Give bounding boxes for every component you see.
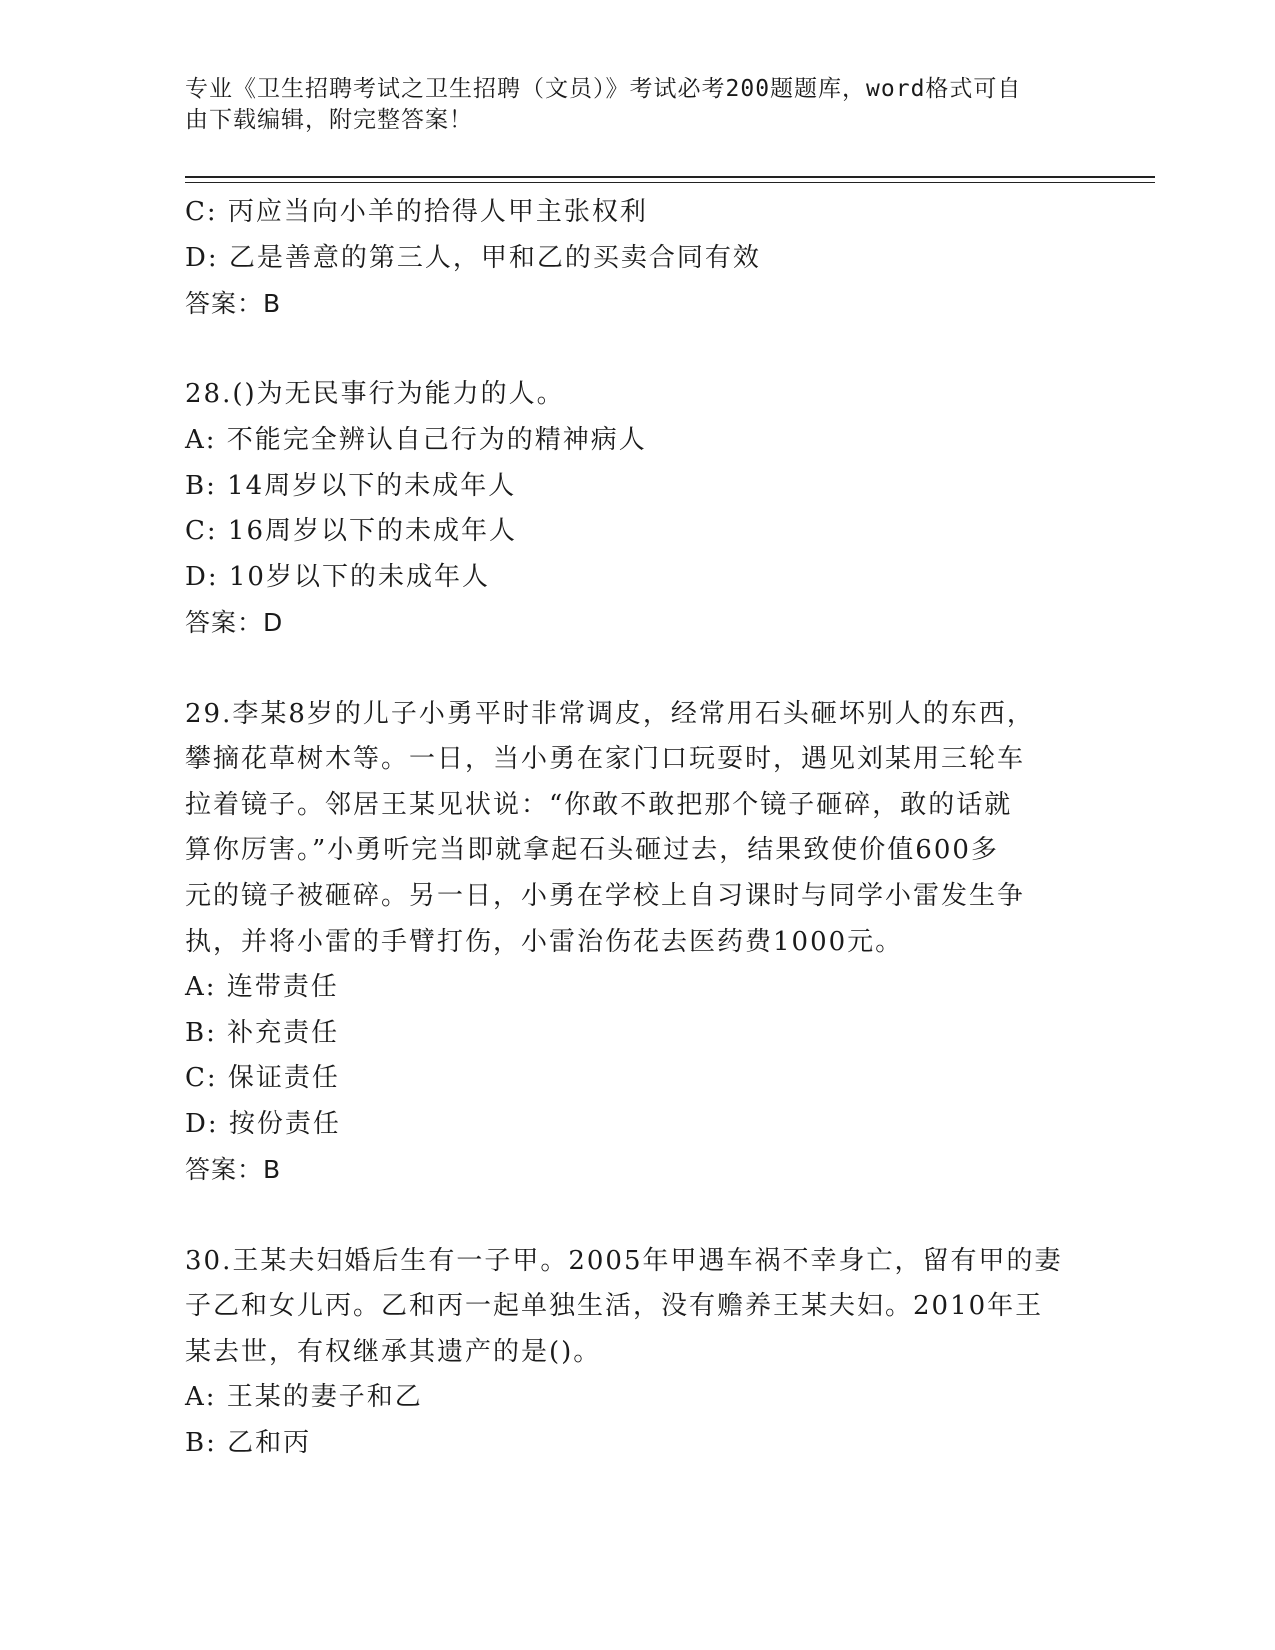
q29-stem-line: 元的镜子被砸碎。另一日，小勇在学校上自习课时与同学小雷发生争 [185, 880, 1026, 911]
q28-option-d: D: 10岁以下的未成年人 [185, 561, 490, 592]
header-line-2: 由下载编辑，附完整答案！ [185, 107, 473, 133]
q27-answer: 答案：B [185, 289, 282, 319]
question-29 [185, 692, 1085, 1194]
spacer [185, 327, 1085, 373]
spacer [185, 646, 1085, 692]
question-28 [185, 372, 1085, 646]
q28-option-b: B: 14周岁以下的未成年人 [185, 470, 517, 501]
q29-option-b: B: 补充责任 [185, 1017, 340, 1048]
q28-option-c: C: 16周岁以下的未成年人 [185, 516, 518, 547]
q29-stem-line: 执，并将小雷的手臂打伤，小雷治伤花去医药费1000元。 [185, 926, 904, 957]
question-30 [185, 1239, 1085, 1467]
q29-stem-line: 29.李某8岁的儿子小勇平时非常调皮，经常用石头砸坏别人的东西， [185, 698, 1035, 729]
q28-stem: 28.()为无民事行为能力的人。 [185, 379, 565, 410]
header-divider-thin [185, 182, 1155, 183]
q29-stem [185, 692, 1085, 966]
q29-option-d: D: 按份责任 [185, 1108, 341, 1139]
q29-answer: 答案：B [185, 1155, 282, 1185]
q27-option-c: C: 丙应当向小羊的拾得人甲主张权利 [185, 197, 648, 227]
q29-stem-line: 攀摘花草树木等。一日，当小勇在家门口玩耍时，遇见刘某用三轮车 [185, 744, 1026, 775]
header-divider-thick [185, 176, 1155, 178]
question-list [185, 190, 1085, 1467]
q29-stem-line: 算你厉害。”小勇听完当即就拿起石头砸过去，结果致使价值600多 [185, 835, 999, 866]
q27-option-d: D: 乙是善意的第三人，甲和乙的买卖合同有效 [185, 242, 761, 273]
q30-stem [185, 1239, 1085, 1376]
q28-answer: 答案：D [185, 608, 284, 638]
header-line-1: 专业《卫生招聘考试之卫生招聘（文员）》考试必考200题题库，word格式可自 [185, 76, 1022, 102]
q29-stem-line: 拉着镜子。邻居王某见状说：“你敢不敢把那个镜子砸碎，敢的话就 [185, 789, 1013, 820]
spacer [185, 1193, 1085, 1239]
q30-stem-line: 子乙和女儿丙。乙和丙一起单独生活，没有赡养王某夫妇。2010年王 [185, 1291, 1044, 1322]
document-header [185, 74, 1065, 136]
q30-stem-line: 30.王某夫妇婚后生有一子甲。2005年甲遇车祸不幸身亡，留有甲的妻 [185, 1245, 1063, 1276]
q30-stem-line: 某去世，有权继承其遗产的是()。 [185, 1336, 602, 1367]
question-27 [185, 190, 1085, 327]
q30-option-b: B: 乙和丙 [185, 1428, 312, 1459]
q29-option-a: A: 连带责任 [185, 972, 339, 1003]
q28-option-a: A: 不能完全辨认自己行为的精神病人 [185, 424, 647, 455]
q29-option-c: C: 保证责任 [185, 1063, 340, 1094]
q30-option-a: A: 王某的妻子和乙 [185, 1382, 423, 1413]
